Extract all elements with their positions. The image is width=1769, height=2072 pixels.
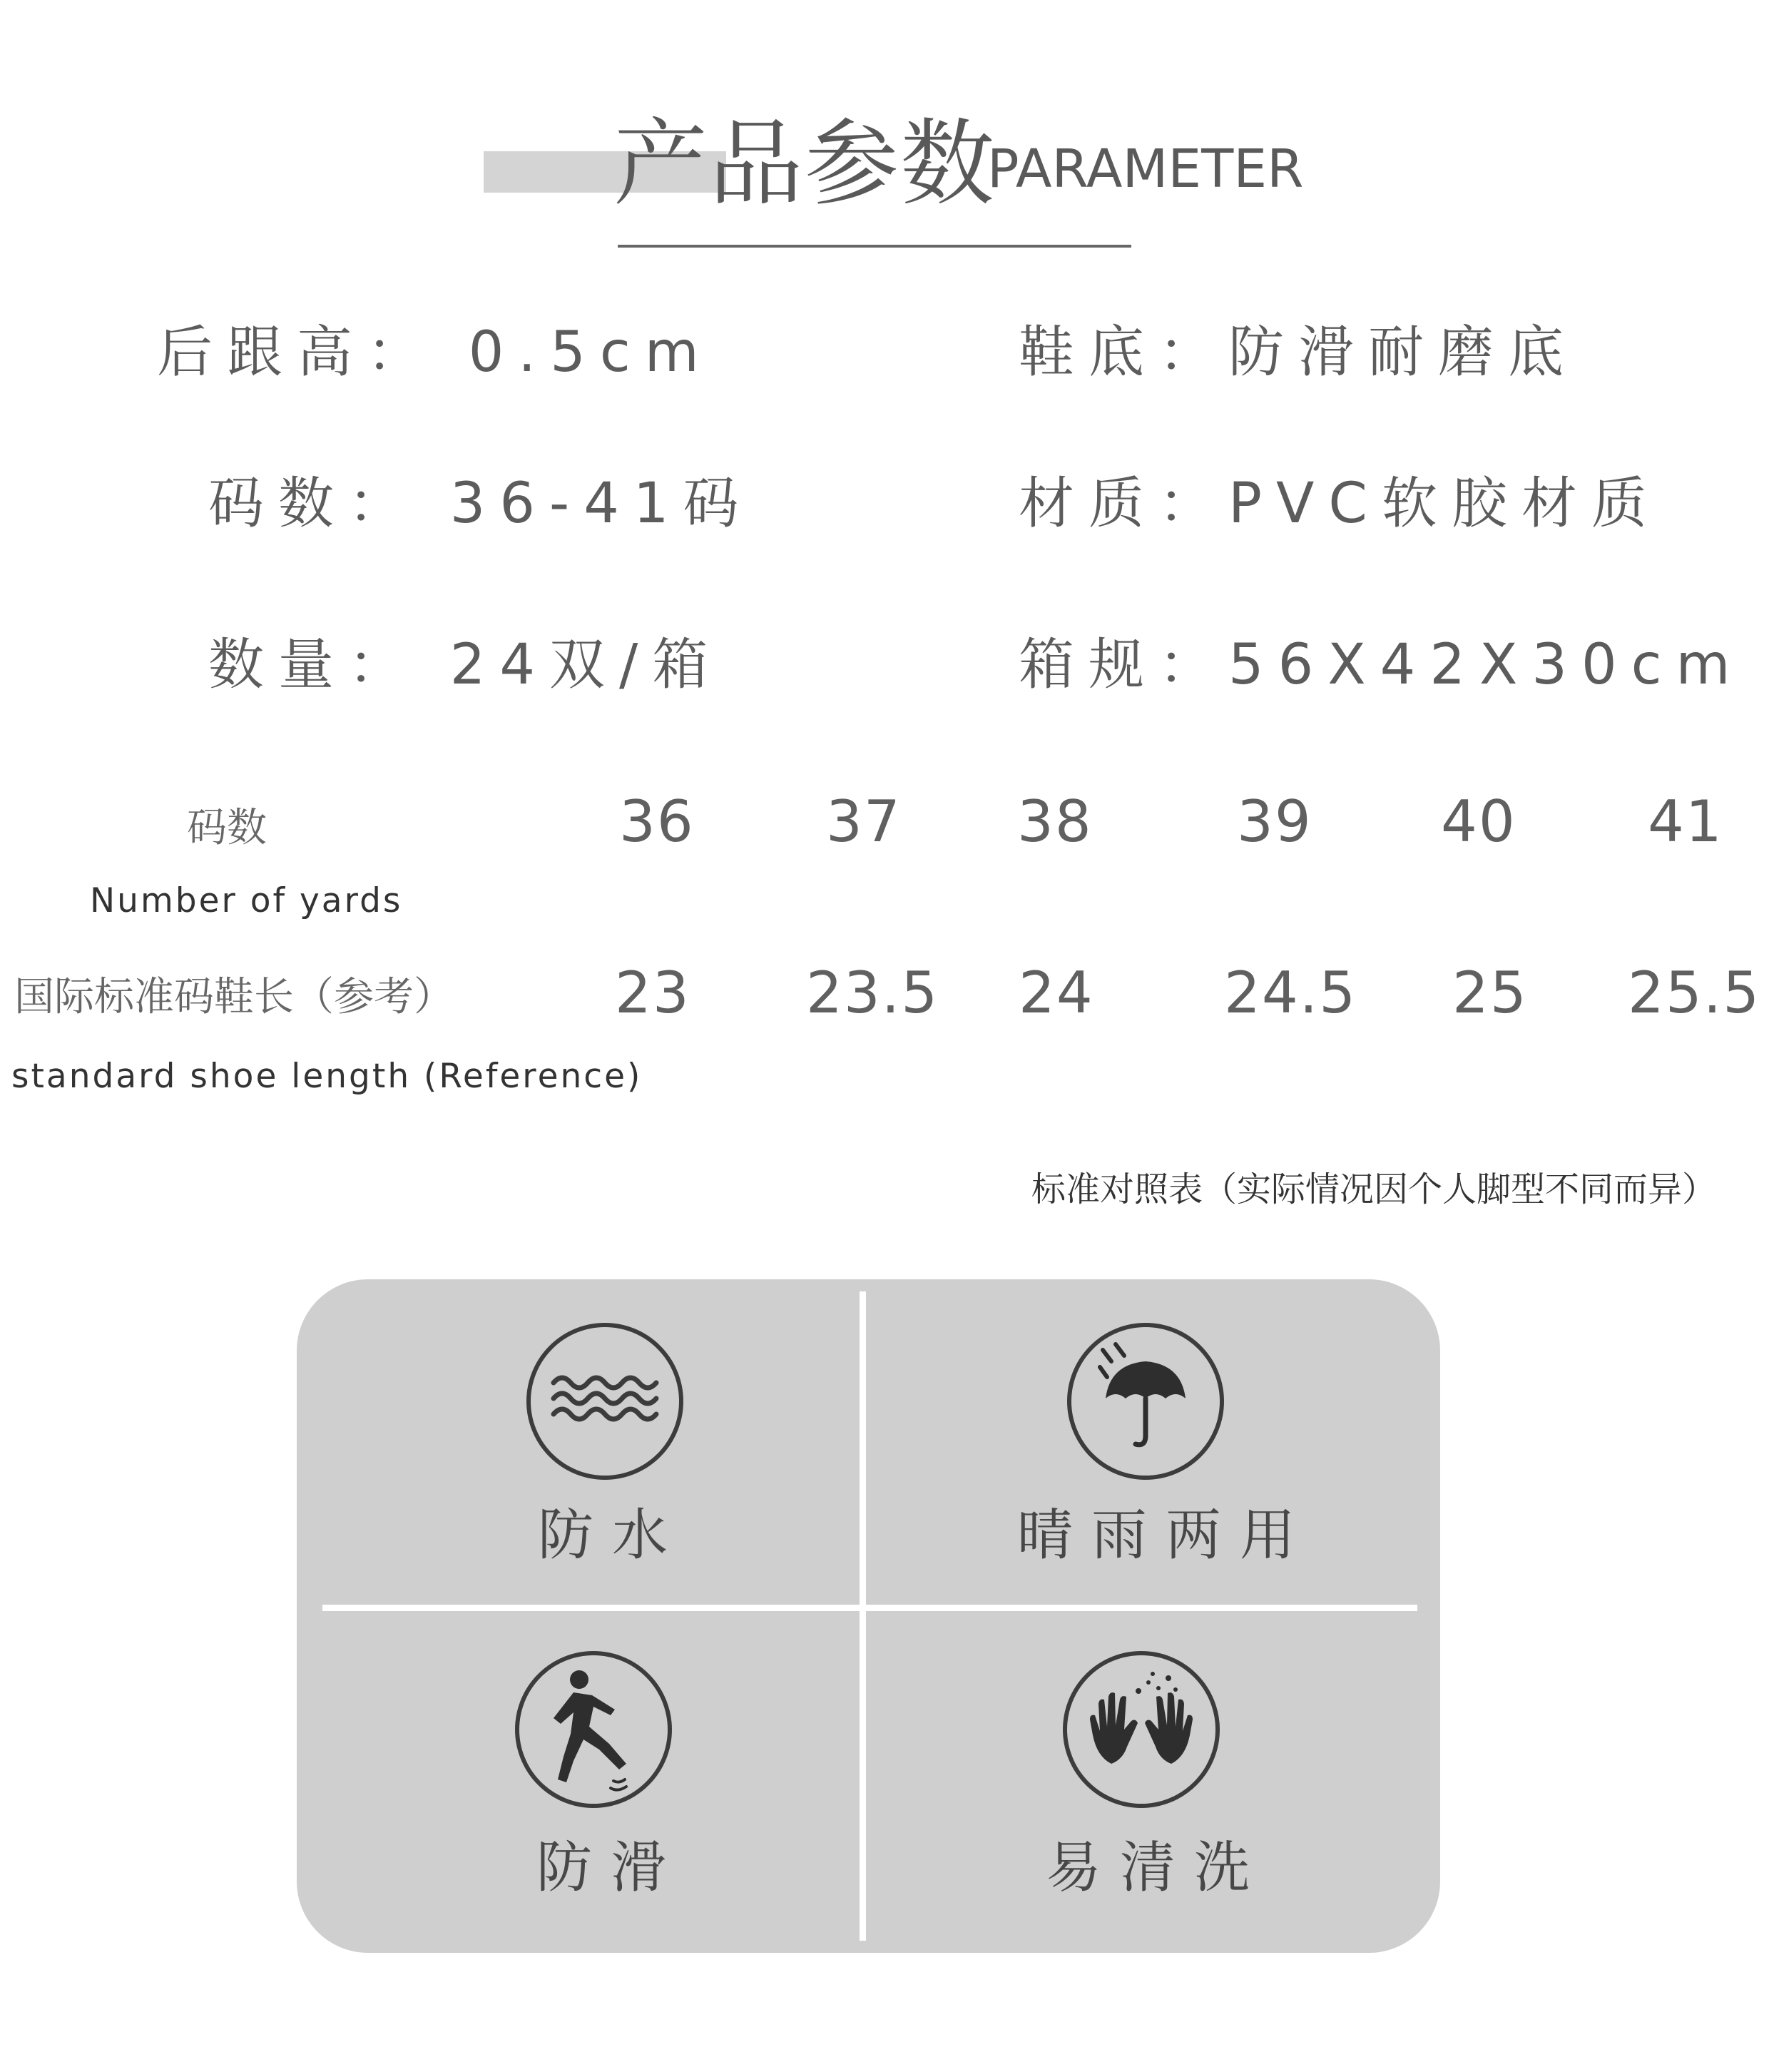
- size-chart-note: 标准对照表（实际情况因个人脚型不同而异）: [1031, 1169, 1717, 1209]
- feature-label-all-weather: 晴雨两用: [1017, 1503, 1315, 1568]
- spec-size-range: 码数： 36-41码: [208, 472, 753, 536]
- panel-divider-vertical: [860, 1291, 866, 1941]
- feature-label-waterproof: 防水: [538, 1503, 687, 1568]
- size-label-en: Number of yards: [90, 881, 403, 920]
- spec-material: 材质：PVC软胶材质: [1019, 472, 1661, 536]
- washing-hands-icon: [1061, 1650, 1221, 1812]
- length-cell: 23.5: [806, 960, 939, 1026]
- spec-heel-height: 后跟高： 0.5cm: [157, 320, 713, 385]
- umbrella-rain-icon: [1066, 1321, 1225, 1484]
- features-panel: [297, 1279, 1440, 1953]
- length-label-zh: 国际标准码鞋长（参考）: [14, 974, 454, 1020]
- size-cell: 39: [1237, 788, 1312, 855]
- feature-label-anti-slip: 防滑: [536, 1836, 685, 1900]
- size-cell: 40: [1441, 788, 1516, 855]
- spec-carton-size: 箱规：56X42X30cm: [1019, 633, 1745, 697]
- length-label-en: standard shoe length (Reference): [11, 1057, 643, 1096]
- size-cell: 41: [1648, 788, 1723, 855]
- title-underline: [618, 245, 1131, 248]
- slipping-person-icon: [514, 1650, 673, 1812]
- spec-sole: 鞋底：防滑耐磨底: [1019, 320, 1579, 385]
- page-title-en: PARAMETER: [987, 138, 1304, 200]
- size-cell: 38: [1017, 788, 1093, 855]
- length-cell: 24: [1019, 960, 1094, 1026]
- waves-icon: [525, 1321, 685, 1484]
- size-cell: 37: [826, 788, 902, 855]
- length-cell: 25.5: [1628, 960, 1761, 1026]
- panel-divider-horizontal: [322, 1605, 1417, 1611]
- length-cell: 24.5: [1224, 960, 1357, 1026]
- length-cell: 25: [1452, 960, 1528, 1026]
- size-label-zh: 码数: [187, 805, 267, 851]
- spec-quantity: 数量： 24双/箱: [208, 633, 723, 697]
- page-title: 产品参数: [613, 109, 996, 219]
- size-cell: 36: [619, 788, 695, 855]
- length-cell: 23: [615, 960, 690, 1026]
- feature-label-easy-clean: 易清洗: [1046, 1836, 1269, 1900]
